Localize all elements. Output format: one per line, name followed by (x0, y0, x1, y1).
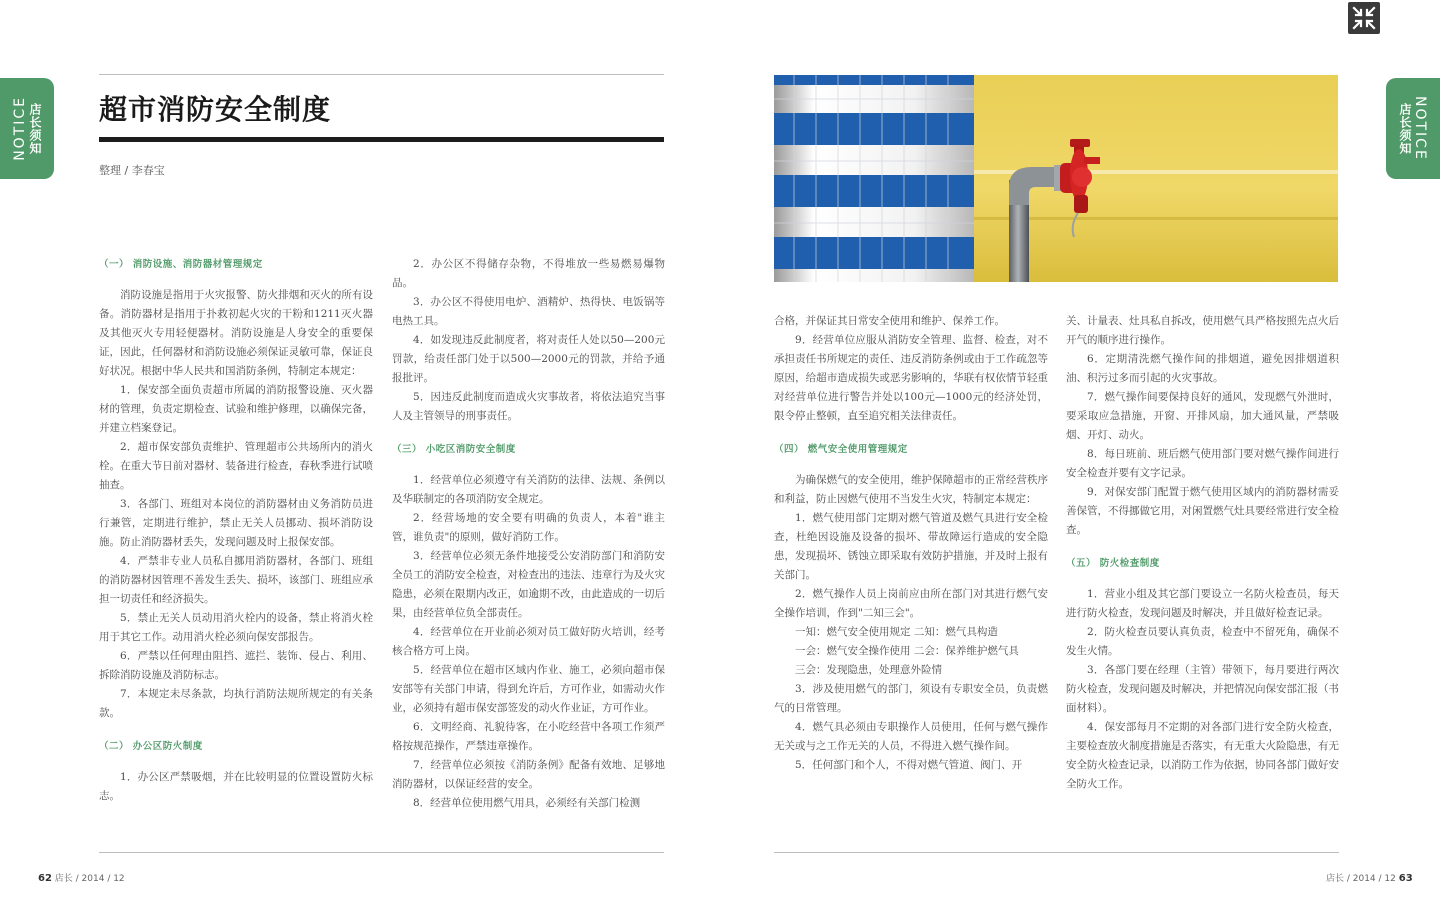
tab-label-en: NOTICE (12, 96, 28, 161)
paragraph: 2．经营场地的安全要有明确的负责人，本着"谁主管，谁负责"的原则，做好消防工作。 (392, 512, 665, 543)
paragraph: 5．因违反此制度而造成火灾事故者，将依法追究当事人及主管领导的刑事责任。 (392, 391, 665, 422)
paragraph: 6．定期清洗燃气操作间的排烟道，避免因排烟道积油、积污过多而引起的火灾事故。 (1066, 353, 1339, 384)
paragraph: 1．保安部全面负责超市所属的消防报警设施、灭火器材的管理，负责定期检查、试验和维护修理，以确保完备，并建立档案登记。 (99, 384, 373, 434)
issue-label: 店长 / 2014 / 12 (54, 874, 125, 884)
paragraph: 3．办公区不得使用电炉、酒精炉、热得快、电饭锅等电热工具。 (392, 296, 665, 327)
section-gap (774, 426, 1048, 440)
section-tab-left (0, 78, 54, 179)
paragraph: 为确保燃气的安全使用，维护保障超市的正常经营秩序和利益，防止因燃气使用不当发生火灾，特制定本规定： (774, 474, 1048, 505)
paragraph: 消防设施是指用于火灾报警、防火排烟和灭火的所有设备。消防器材是指用于扑救初起火灾的干粉和1211灭火器及其他灭火专用轻便器材。消防设施是人身安全的重要保证，因此，任何器材和消防设施必须保证灵敏可靠，保证良好状况。根据中华人民共和国消防条例，特制定本规定： (99, 289, 373, 377)
paragraph: 2．超市保安部负责维护、管理超市公共场所内的消火栓。在重大节日前对器材、装备进行检查，春秋季进行试喷抽查。 (99, 441, 373, 491)
paragraph: 7．经营单位必须按《消防条例》配备有效地、足够地消防器材，以保证经营的安全。 (392, 759, 665, 790)
paragraph: 7．本规定未尽条款，均执行消防法规所规定的有关条款。 (99, 688, 373, 719)
paragraph: 5．任何部门和个人，不得对燃气管道、阀门、开 (795, 759, 1023, 771)
section-heading: （三） 小吃区消防安全制度 (392, 444, 516, 455)
text-column-3 (774, 312, 1048, 775)
tab-label-en: NOTICE (1412, 96, 1428, 161)
exit-fullscreen-button[interactable] (1348, 2, 1380, 34)
tab-label-cn: 店长须知 (1398, 102, 1412, 155)
section-heading: （二） 办公区防火制度 (99, 741, 203, 752)
section-heading: （五） 防火检查制度 (1066, 558, 1160, 569)
paragraph: 合格，并保证其日常安全使用和维护、保养工作。 (774, 315, 1005, 327)
paragraph: 5．禁止无关人员动用消火栓内的设备，禁止将消火栓用于其它工作。动用消火栓必须向保安部报告。 (99, 612, 373, 643)
paragraph: 7．燃气操作间要保持良好的通风，发现燃气外泄时，要采取应急措施，开窗、开排风扇，加大通风量，严禁吸烟、开灯、动火。 (1066, 391, 1339, 441)
section-gap (1066, 540, 1339, 554)
paragraph: 4．严禁非专业人员私自挪用消防器材，各部门、班组的消防器材因管理不善发生丢失、损坏，该部门、班组应承担一切责任和经济损失。 (99, 555, 373, 605)
paragraph: 三会：发现隐患，处理意外险情 (795, 664, 942, 676)
paragraph: 5．经营单位在超市区域内作业、施工，必须向超市保安部等有关部门申请，得到允许后，方可作业，如需动火作业，必须持有超市保安部签发的动火作业证，方可作业。 (392, 664, 665, 714)
paragraph: 3．经营单位必须无条件地接受公安消防部门和消防安全员工的消防安全检查，对检查出的违法、违章行为及火灾隐患，必须在限期内改正，如逾期不改，由此造成的一切后果，由经营单位负全部责任。 (392, 550, 665, 619)
paragraph: 1．经营单位必须遵守有关消防的法律、法规、条例以及华联制定的各项消防安全规定。 (392, 474, 665, 505)
article-author: 整理 / 李春宝 (99, 164, 165, 177)
section-gap (392, 426, 665, 440)
page-number: 62 (38, 873, 52, 884)
paragraph: 一会：燃气安全操作使用 二会：保养维护燃气具 (795, 645, 1019, 657)
paragraph: 1．办公区严禁吸烟，并在比较明显的位置设置防火标志。 (99, 771, 373, 802)
paragraph: 2．燃气操作人员上岗前应由所在部门对其进行燃气安全操作培训，作到"二知三会"。 (774, 588, 1048, 619)
paragraph: 2．办公区不得储存杂物，不得堆放一些易燃易爆物品。 (392, 258, 665, 289)
section-heading: （四） 燃气安全使用管理规定 (774, 444, 908, 455)
section-tab-right (1386, 78, 1440, 179)
fire-hydrant-photo (774, 75, 1338, 282)
paragraph: 4．经营单位在开业前必须对员工做好防火培训，经考核合格方可上岗。 (392, 626, 665, 657)
paragraph: 6．严禁以任何理由阻挡、遮拦、装饰、侵占、利用、拆除消防设施及消防标志。 (99, 650, 373, 681)
top-rule (99, 74, 664, 75)
paragraph: 2．防火检查员要认真负责，检查中不留死角，确保不发生火情。 (1066, 626, 1339, 657)
paragraph: 9．经营单位应服从消防安全管理、监督、检查，对不承担责任书所规定的责任、违反消防条例或由于工作疏忽等原因，给超市造成损失或恶劣影响的，华联有权依情节轻重对经营单位进行警告并处以100元—1000元的经济处罚，限令停止整顿，直至追究相关法律责任。 (774, 334, 1048, 422)
section-heading: （一） 消防设施、消防器材管理规定 (99, 259, 263, 270)
text-column-4 (1066, 312, 1339, 794)
bottom-rule-right (774, 852, 1339, 853)
paragraph: 3．涉及使用燃气的部门，须设有专职安全员，负责燃气的日常管理。 (774, 683, 1048, 714)
paragraph: 9．对保安部门配置于燃气使用区域内的消防器材需妥善保管，不得挪做它用，对闲置燃气灶具要经常进行安全检查。 (1066, 486, 1339, 536)
paragraph: 4．燃气具必须由专职操作人员使用，任何与燃气操作无关或与之工作无关的人员，不得进入燃气操作间。 (774, 721, 1048, 752)
bottom-rule-left (99, 852, 664, 853)
paragraph: 1．燃气使用部门定期对燃气管道及燃气具进行安全检查，杜绝因设施及设备的损坏、带故障运行造成的安全隐患，发现损坏、锈蚀立即采取有效防护措施，并及时上报有关部门。 (774, 512, 1048, 581)
tab-label-cn: 店长须知 (28, 102, 42, 155)
collapse-arrows-icon (1348, 2, 1380, 34)
page-number: 63 (1398, 873, 1413, 884)
text-column-2 (392, 255, 665, 813)
folio-right (1326, 871, 1413, 884)
section-gap (99, 723, 373, 737)
paragraph: 关、计量表、灶具私自拆改，使用燃气具严格按照先点火后开气的顺序进行操作。 (1066, 315, 1339, 346)
paragraph: 3．各部门要在经理（主管）带领下，每月要进行两次防火检查，发现问题及时解决，并把情况向保安部汇报（书面材料）。 (1066, 664, 1339, 714)
paragraph: 3．各部门、班组对本岗位的消防器材由义务消防员进行兼管，定期进行维护，禁止无关人员挪动、损坏消防设施。防止消防器材丢失，发现问题及时上报保安部。 (99, 498, 373, 548)
text-column-1 (99, 255, 373, 806)
article-title: 超市消防安全制度 (99, 93, 332, 126)
paragraph: 8．经营单位使用燃气用具，必须经有关部门检测 (413, 797, 641, 809)
paragraph: 4．如发现违反此制度者，将对责任人处以50—200元罚款，给责任部门处于以500—2000元的罚款，并给予通报批评。 (392, 334, 665, 384)
paragraph: 8．每日班前、班后燃气使用部门要对燃气操作间进行安全检查并要有文字记录。 (1066, 448, 1339, 479)
folio-left (38, 871, 125, 884)
paragraph: 4．保安部每月不定期的对各部门进行安全防火检查，主要检查放火制度措施是否落实，有无重大火险隐患，有无安全防火检查记录，以消防工作为依据，协同各部门做好安全防火工作。 (1066, 721, 1339, 790)
paragraph: 一知：燃气安全使用规定 二知：燃气具构造 (795, 626, 998, 638)
paragraph: 1．营业小组及其它部门要设立一名防火检查员，每天进行防火检查，发现问题及时解决，并且做好检查记录。 (1066, 588, 1339, 619)
title-rule (99, 137, 664, 142)
issue-label: 店长 / 2014 / 12 (1326, 874, 1396, 884)
paragraph: 6．文明经商、礼貌待客，在小吃经营中各项工作须严格按规范操作，严禁违章操作。 (392, 721, 665, 752)
